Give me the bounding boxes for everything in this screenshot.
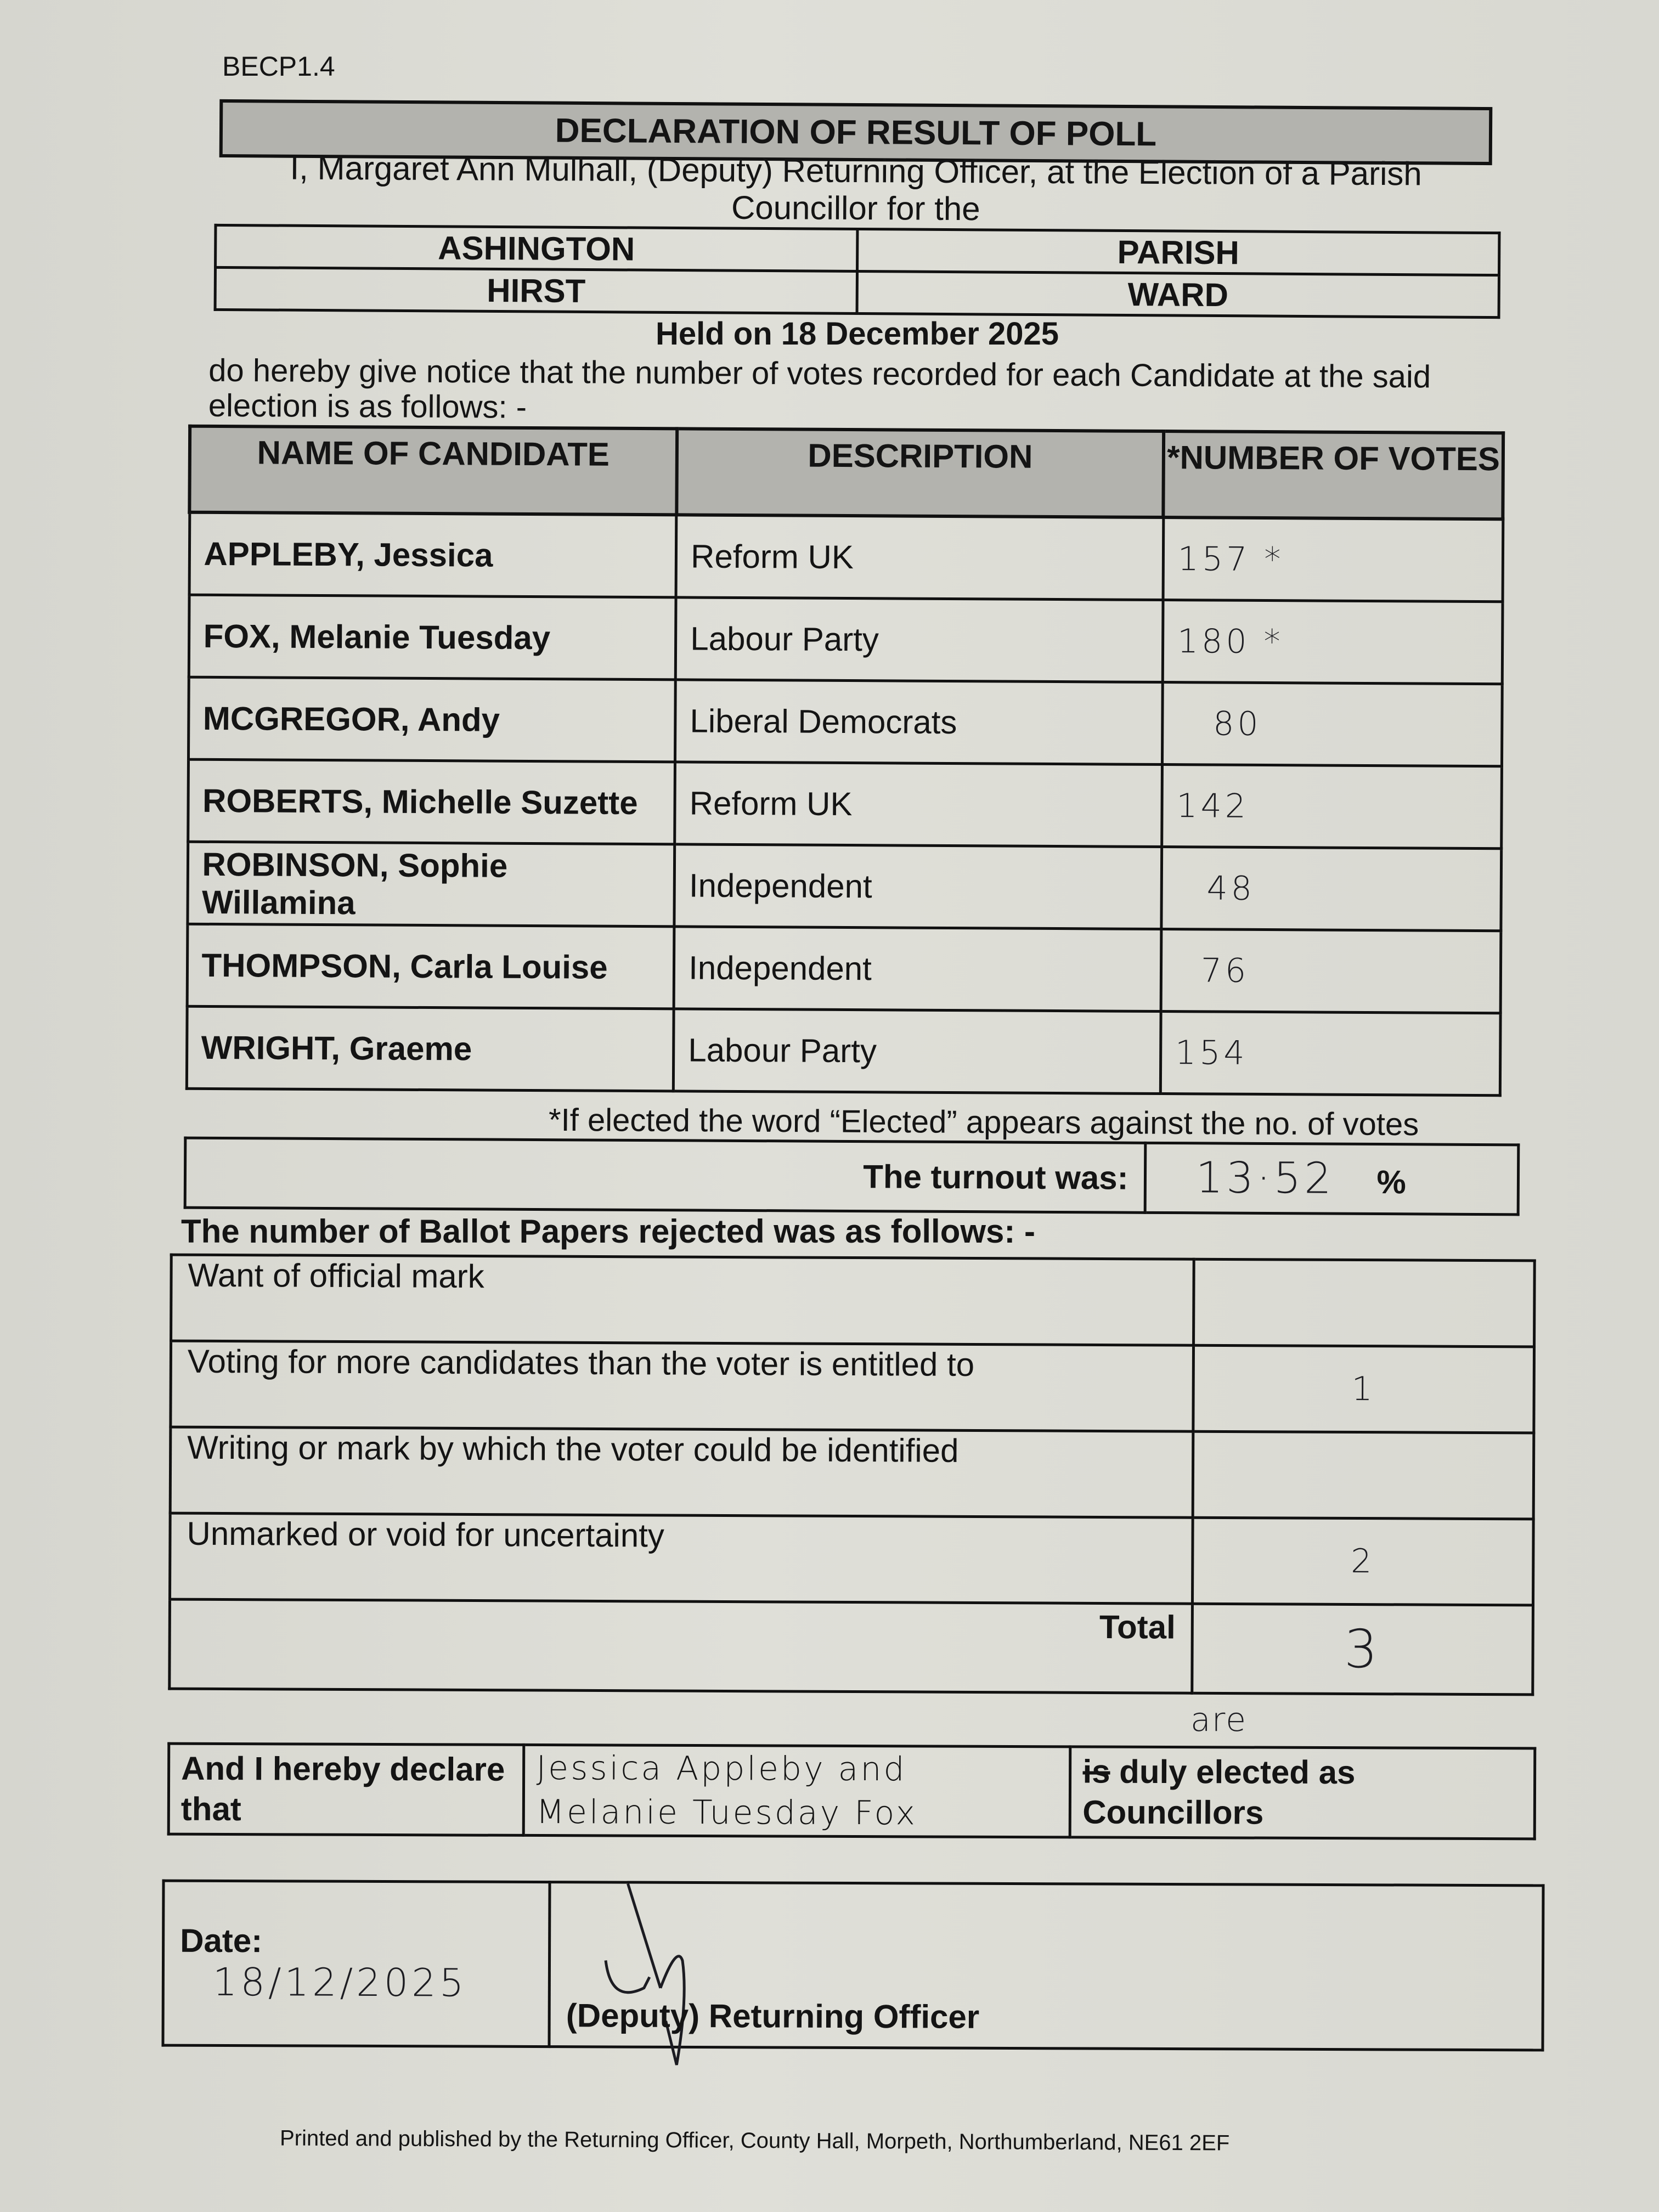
rejected-reason: Want of official mark — [171, 1255, 1194, 1345]
rejected-row — [170, 1427, 1534, 1519]
rejected-row — [170, 1513, 1533, 1605]
turnout-value: 13·52 — [1195, 1153, 1335, 1204]
declaration-table — [167, 1742, 1537, 1841]
candidate-votes: 48 — [1161, 847, 1501, 931]
rejected-row — [171, 1255, 1535, 1347]
candidate-name: WRIGHT, Graeme — [187, 1006, 674, 1091]
rejected-count — [1194, 1259, 1535, 1347]
rejected-ballots-table — [168, 1254, 1536, 1696]
candidate-name: MCGREGOR, Andy — [188, 677, 675, 762]
publisher-footer: Printed and published by the Returning Officer, County Hall, Morpeth, Northumberland, NE61 2EF — [279, 2126, 1230, 2155]
percent-sign: % — [1376, 1164, 1407, 1201]
elected-names — [524, 1745, 1071, 1837]
turnout-cell — [1145, 1143, 1519, 1215]
signature-table — [161, 1880, 1544, 2052]
candidate-name: ROBINSON, Sophie Willamina — [187, 842, 674, 927]
candidate-description: Reform UK — [676, 515, 1163, 600]
parish-name: ASHINGTON — [216, 225, 857, 271]
candidate-votes: 154 — [1160, 1012, 1500, 1096]
notice-text: do hereby give notice that the number of votes recorded for each Candidate at the said election is as follows: - — [208, 352, 1431, 425]
header-votes: *NUMBER OF VOTES — [1164, 431, 1504, 519]
candidate-votes: 157 * — [1163, 517, 1503, 602]
rejected-count: 1 — [1193, 1345, 1534, 1433]
tail-line-2: Councillors — [1082, 1793, 1264, 1831]
declaration-tail — [1070, 1747, 1535, 1839]
candidate-description: Labour Party — [675, 597, 1163, 682]
tail-line-1: duly elected as — [1110, 1753, 1356, 1791]
rejected-total-row — [170, 1599, 1533, 1695]
candidate-row — [188, 759, 1502, 849]
parish-label: PARISH — [857, 229, 1499, 275]
date-label: Date: — [180, 1922, 263, 1960]
rejected-reason: Writing or mark by which the voter could be identified — [170, 1427, 1193, 1517]
candidate-description: Independent — [674, 927, 1161, 1012]
rejected-reason: Voting for more candidates than the voter is entitled to — [171, 1341, 1194, 1431]
candidate-votes: 180 * — [1163, 600, 1502, 684]
signature-icon — [594, 1878, 737, 2076]
candidate-description: Liberal Democrats — [675, 680, 1163, 765]
candidate-row — [187, 1006, 1500, 1096]
officer-cell — [549, 1882, 1543, 2050]
form-reference: BECP1.4 — [222, 51, 335, 82]
rejected-total-label: Total — [170, 1599, 1193, 1693]
candidates-table — [185, 425, 1505, 1097]
candidate-row — [187, 842, 1501, 931]
candidate-description: Labour Party — [673, 1009, 1160, 1094]
candidate-row — [187, 924, 1501, 1013]
correction-are: are — [1190, 1701, 1248, 1739]
area-table — [214, 224, 1501, 319]
candidate-votes: 142 — [1161, 765, 1501, 849]
elected-line-1: Jessica Appleby and — [536, 1748, 907, 1789]
officer-label: (Deputy) Returning Officer — [566, 1997, 980, 2035]
rejected-reason: Unmarked or void for uncertainty — [170, 1513, 1193, 1604]
candidate-row — [189, 512, 1503, 602]
candidate-row — [188, 677, 1502, 766]
candidate-name: THOMPSON, Carla Louise — [187, 924, 674, 1009]
candidate-name: FOX, Melanie Tuesday — [189, 595, 676, 680]
declaration-lead: And I hereby declare that — [168, 1743, 524, 1835]
struck-is: is — [1082, 1753, 1110, 1790]
ward-name: HIRST — [215, 267, 857, 313]
candidate-description: Reform UK — [675, 762, 1162, 847]
elected-line-2: Melanie Tuesday Fox — [536, 1792, 918, 1833]
elected-footnote: *If elected the word “Elected” appears against the no. of votes — [548, 1102, 1419, 1143]
rejected-heading: The number of Ballot Papers rejected was as follows: - — [181, 1213, 1036, 1250]
document-title: DECLARATION OF RESULT OF POLL — [219, 99, 1493, 165]
turnout-table — [184, 1137, 1520, 1216]
rejected-count — [1193, 1431, 1534, 1519]
header-name: NAME OF CANDIDATE — [189, 426, 676, 515]
candidates-header-row — [189, 426, 1503, 520]
candidate-name: ROBERTS, Michelle Suzette — [188, 759, 675, 844]
header-description: DESCRIPTION — [676, 428, 1164, 517]
candidate-row — [189, 595, 1503, 684]
rejected-total-value: 3 — [1192, 1604, 1533, 1695]
date-value: 18/12/2025 — [212, 1959, 467, 2006]
candidate-votes: 76 — [1161, 929, 1500, 1013]
turnout-label: The turnout was: — [185, 1138, 1145, 1212]
intro-text — [208, 149, 1504, 230]
candidate-description: Independent — [674, 844, 1161, 929]
rejected-count: 2 — [1192, 1517, 1533, 1605]
rejected-row — [171, 1341, 1534, 1433]
intro-line-2: Councillor for the — [731, 189, 980, 228]
intro-line-1: I, Margaret Ann Mulhall, (Deputy) Returning Officer, at the Election of a Parish — [290, 149, 1422, 193]
ward-label: WARD — [857, 272, 1499, 318]
held-on-date: Held on 18 December 2025 — [655, 316, 1059, 352]
date-cell — [163, 1881, 550, 2046]
candidate-name: APPLEBY, Jessica — [189, 512, 676, 597]
candidate-votes: 80 — [1162, 682, 1502, 766]
